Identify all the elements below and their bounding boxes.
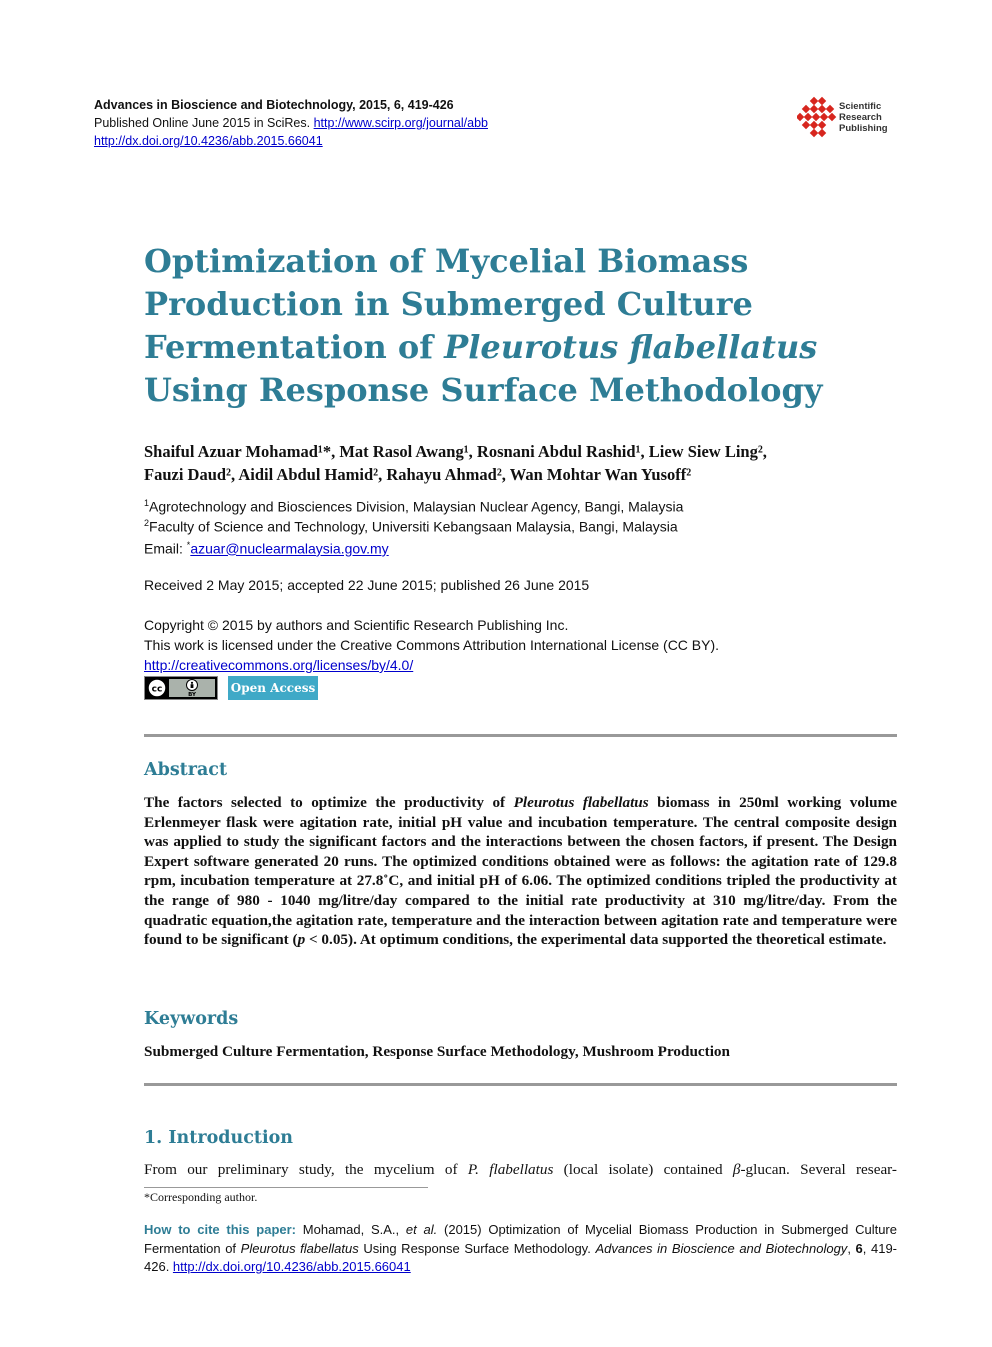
- affiliation-2: $^2$Faculty of Science and Technology, Universiti Kebangsaan Malaysia, Bangi, Malaysia: [144, 518, 678, 535]
- doi-line: [94, 132, 323, 150]
- how-to-cite: How to cite this paper: Mohamad, S.A., et al. (2015) Optimization of Mycelial Biomass Production in Submerged Culture Fermentation of Pleurotus flabellatus Using Response Surface Methodology. Advances in Bioscience and Biotechnology, 6, 419-426. http://dx.doi.org/10.4236/abb.2015.66041: [144, 1222, 898, 1274]
- open-access-badge[interactable]: Open Access: [228, 676, 318, 700]
- title-species: Pleurotus flabellatus: [444, 328, 818, 366]
- abstract-heading: Abstract: [144, 760, 228, 780]
- keywords-text: Submerged Culture Fermentation, Response Surface Methodology, Mushroom Production: [144, 1043, 730, 1060]
- license-statement: This work is licensed under the Creative Commons Attribution International License (CC BY).: [144, 637, 720, 653]
- cite-lead: How to cite this paper:: [144, 1222, 297, 1237]
- doi-link[interactable]: http://dx.doi.org/10.4236/abb.2015.66041: [94, 134, 323, 148]
- section-divider: [144, 734, 897, 737]
- publication-dates: Received 2 May 2015; accepted 22 June 2015; published 26 June 2015: [144, 577, 590, 593]
- section-divider: [144, 1083, 897, 1086]
- license-url-line: [144, 655, 413, 675]
- journal-citation: Advances in Bioscience and Biotechnology, 2015, 6, 419-426: [94, 98, 454, 112]
- publisher-logo-text: Scientific Research Publishing: [839, 101, 888, 134]
- published-line: [94, 114, 488, 132]
- cc-by-badge[interactable]: [144, 676, 218, 700]
- introduction-heading: 1. Introduction: [144, 1128, 293, 1148]
- cc-by-icon: [145, 677, 217, 699]
- email-link[interactable]: azuar@nuclearmalaysia.gov.my: [190, 540, 389, 557]
- author-list: Shaiful Azuar Mohamad¹*, Mat Rasol Awang¹, Rosnani Abdul Rashid¹, Liew Siew Ling², Fauzi Daud², Aidil Abdul Hamid², Rahayu Ahmad², Wan Mohtar Wan Yusoff²: [144, 442, 767, 484]
- abstract-text: The factors selected to optimize the productivity of Pleurotus flabellatus biomass in 250ml working volume Erlenmeyer flask were agitation rate, initial pH value and incubation temperature. The central composite design was applied to study the significant factors and the interactions between the chosen factors, if present. The Design Expert software generated 20 runs. The optimized conditions obtained were as follows: the agitation rate of 129.8 rpm, incubation temperature at 27.8˚C, and initial pH of 6.06. The optimized conditions tripled the productivity at the range of 980 - 1040 mg/litre/day compared to the initial rate productivity at 310 mg/litre/day. From the quadratic equation,the agitation rate, temperature and the interaction between agitation rate and temperature were found to be significant (p < 0.05). At optimum conditions, the experimental data supported the theoretical estimate.: [144, 794, 897, 949]
- copyright-notice: Copyright © 2015 by authors and Scientific Research Publishing Inc.: [144, 617, 569, 633]
- footnote-divider: [144, 1187, 428, 1188]
- footnote: *Corresponding author.: [144, 1190, 258, 1204]
- affiliation-1: $^1$Agrotechnology and Biosciences Division, Malaysian Nuclear Agency, Bangi, Malaysia: [144, 498, 684, 515]
- license-url-link[interactable]: http://creativecommons.org/licenses/by/4.0/: [144, 657, 414, 673]
- by-label: BY: [188, 692, 196, 698]
- introduction-text: From our preliminary study, the mycelium of P. flabellatus (local isolate) contained β-glucan. Several resear-: [144, 1161, 897, 1178]
- journal-url-link[interactable]: http://www.scirp.org/journal/abb: [313, 116, 488, 130]
- cite-doi-link[interactable]: http://dx.doi.org/10.4236/abb.2015.66041: [172, 1259, 411, 1274]
- paper-title: Optimization of Mycelial Biomass Production in Submerged Culture Fermentation of Pleurotus flabellatus Using Response Surface Methodology: [144, 242, 823, 409]
- published-prefix: Published Online June 2015 in SciRes.: [94, 116, 311, 130]
- keywords-heading: Keywords: [144, 1009, 239, 1029]
- email-line: Email: *azuar@nuclearmalaysia.gov.my: [144, 540, 389, 557]
- cc-label: cc: [151, 684, 163, 695]
